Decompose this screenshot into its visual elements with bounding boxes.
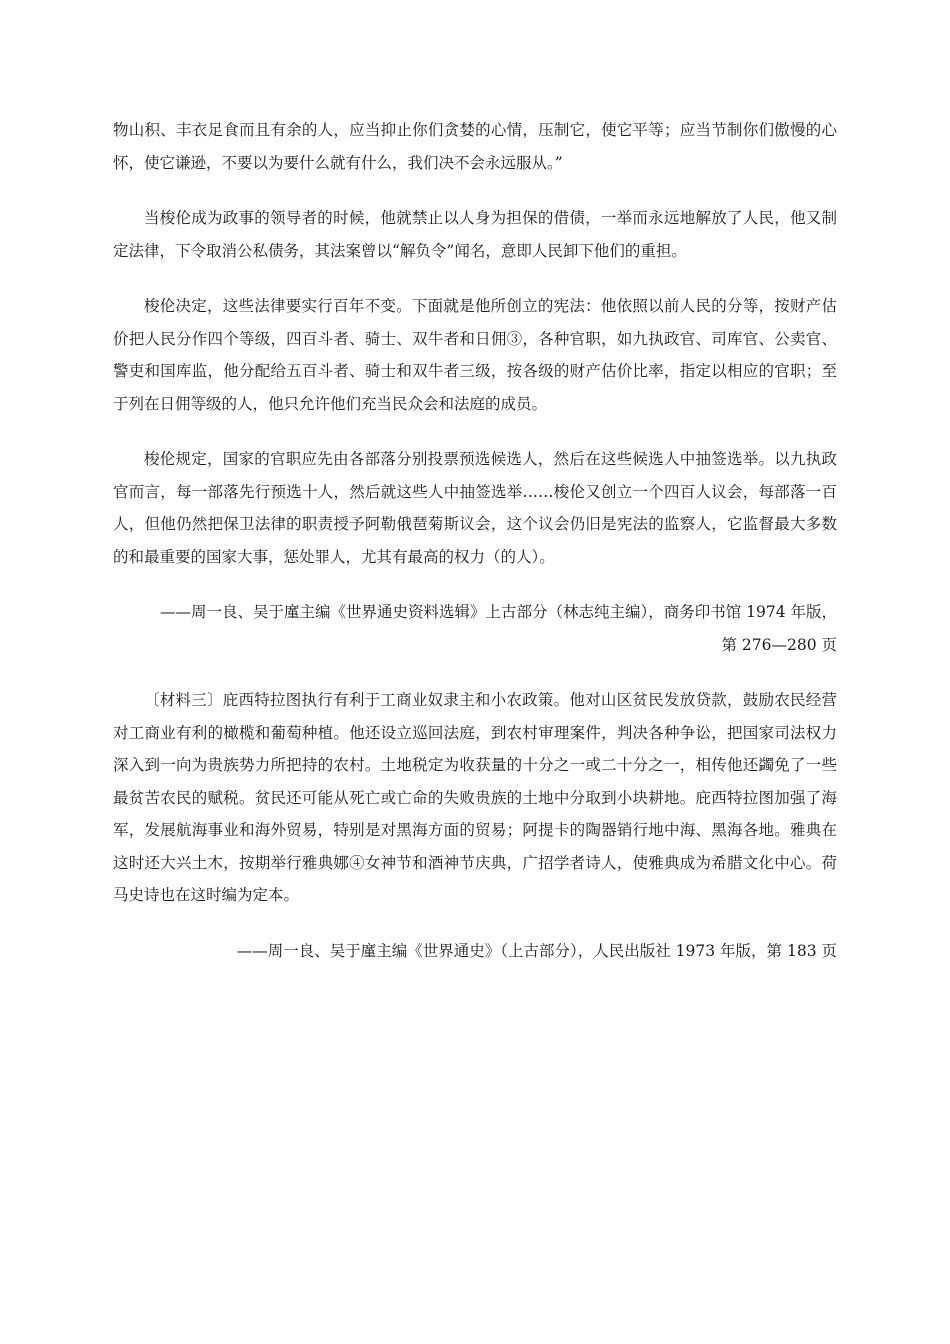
paragraph-solon-constitution: 梭伦决定，这些法律要实行百年不变。下面就是他所创立的宪法：他依照以前人民的分等，按财产估价把人民分作四个等级，四百斗者、骑士、双牛者和日佣③，各种官职，如九执政官、司库官、公卖官、警吏和国库监，他分配给五百斗者、骑士和双牛者三级，按各级的财产估价比率，指定以相应的官职；至于列在日佣等级的人，他只允许他们充当民众会和法庭的成员。 [113, 297, 837, 413]
paragraph-solon-debt: 当梭伦成为政事的领导者的时候，他就禁止以人身为担保的借债，一举而永远地解放了人民，他又制定法律，下令取消公私债务，其法案曾以“解负令”闻名，意即人民卸下他们的重担。 [113, 209, 837, 260]
paragraph-continued: 物山积、丰衣足食而且有余的人，应当抑止你们贪婪的心情，压制它，使它平等；应当节制你们傲慢的心怀，使它谦逊，不要以为要什么就有什么，我们决不会永远服从。” [113, 121, 837, 172]
document-page [113, 114, 837, 967]
paragraph-solon-officials: 梭伦规定，国家的官职应先由各部落分别投票预选候选人，然后在这些候选人中抽签选举。以九执政官而言，每一部落先行预选十人，然后就这些人中抽签选举……梭伦又创立一个四百人议会，每部落一百人，但他仍然把保卫法律的职责授予阿勒俄琶菊斯议会，这个议会仍旧是宪法的监察人，它监督最大多数的和最重要的国家大事，惩处罪人，尤其有最高的权力（的人）。 [113, 450, 837, 566]
material-three: 〔材料三〕庇西特拉图执行有利于工商业奴隶主和小农政策。他对山区贫民发放贷款，鼓励农民经营对工商业有利的橄榄和葡萄种植。他还设立巡回法庭，到农村审理案件，判决各种争讼，把国家司法权力深入到一向为贵族势力所把持的农村。土地税定为收获量的十分之一或二十分之一，相传他还蠲免了一些最贫苦农民的赋税。贫民还可能从死亡或亡命的失败贵族的土地中分取到小块耕地。庇西特拉图加强了海军，发展航海事业和海外贸易，特别是对黑海方面的贸易；阿提卡的陶器销行地中海、黑海各地。雅典在这时还大兴土木，按期举行雅典娜④女神节和酒神节庆典，广招学者诗人，使雅典成为希腊文化中心。荷马史诗也在这时编为定本。 [113, 691, 837, 904]
citation-source-2: ——周一良、吴于廑主编《世界通史》（上古部分），人民出版社 1973 年版，第 183 页 [236, 941, 837, 960]
citation-source-1: ——周一良、吴于廑主编《世界通史资料选辑》上古部分（林志纯主编），商务印书馆 1974 年版，第 276—280 页 [159, 603, 837, 654]
